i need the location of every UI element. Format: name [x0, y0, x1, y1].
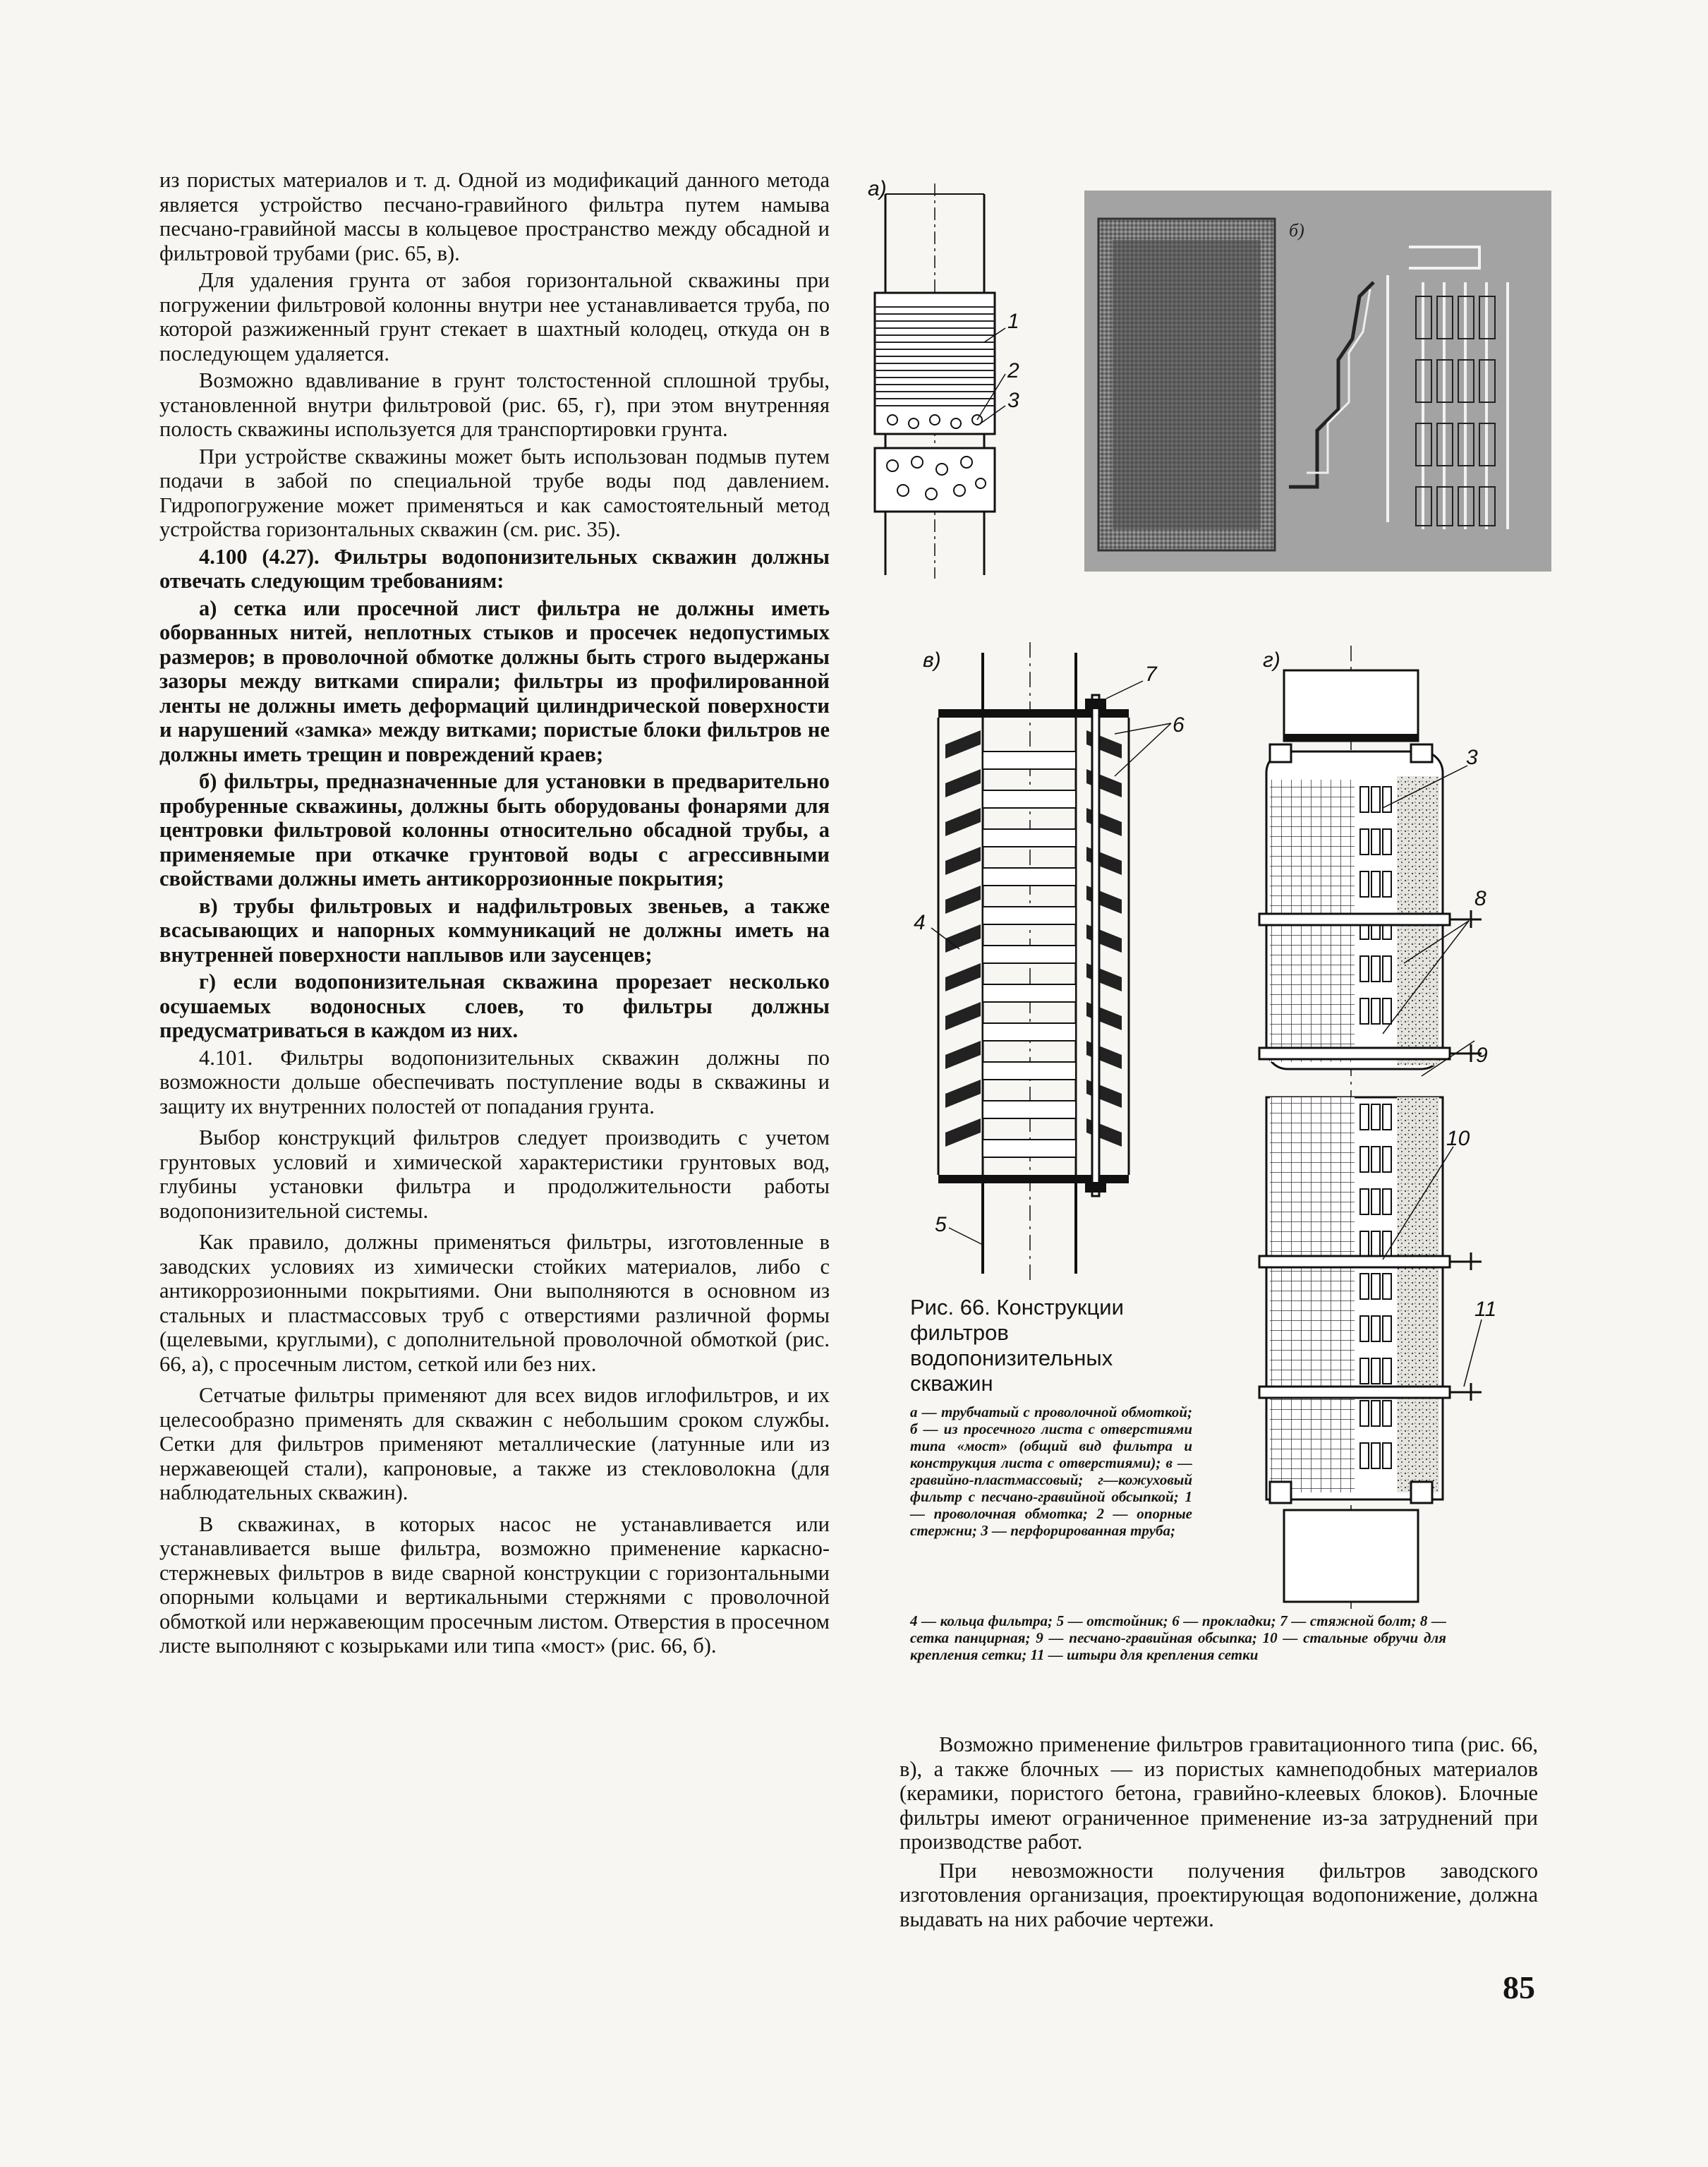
page-number: 85 — [1503, 1969, 1535, 2005]
callout-g11: 11 — [1474, 1298, 1497, 1321]
caption-legend: а — трубчатый с проволочной обмоткой; б — из просечного листа с отверстиями типа «мост» (общий вид фильтра и конструкция листа с отверстиями); в — гравийно-пластмассовый; г—кожуховый фильтр с песчано-гравийной обсыпкой; 1 — проволочная обмотка; 2 — опорные стержни; 3 — перфорированная труба; — [910, 1404, 1192, 1539]
paragraph: Выбор конструкций фильтров следует производить с учетом грунтовых условий и химической характеристики грунтовых вод, глубины установки фильтра и продолжительности работы водопонизительной системы. — [159, 1125, 830, 1223]
clause-item-a: а) сетка или просечной лист фильтра не должны иметь оборванных нитей, неплотных стыков и просечек недопустимых размеров; в проволочной обмотке должны быть строго выдержаны зазоры между витками спирали; фильтры из профилированной ленты не должны иметь деформаций цилиндрической поверхности и нарушений «замка» между витками; пористые блоки фильтров не должны иметь трещин и повреждений краев; — [159, 596, 830, 766]
callout-a2: 2 — [1007, 359, 1019, 382]
clause-4-101: 4.101. Фильтры водопонизительных скважин должны по возможности дольше обеспечивать поступление воды в скважины и защиту их внутренних полостей от попадания грунта. — [159, 1045, 830, 1118]
paragraph: Для удаления грунта от забоя горизонтальной скважины при погружении фильтровой колонны внутри нее устанавливается труба, по которой разжиженный грунт стекает в шахтный колодец, откуда он в последующем удаляется. — [159, 268, 830, 366]
caption-legend-continued: 4 — кольца фильтра; 5 — отстойник; 6 — прокладки; 7 — стяжной болт; 8 — сетка панцирная; 9 — песчано-гравийная обсыпка; 10 — стальные обручи для крепления сетки; 11 — штыри для крепления сетки — [910, 1612, 1446, 1663]
paragraph: При устройстве скважины может быть использован подмыв путем подачи в забой по специальной трубе воды под давлением. Гидропогружение может применяться и как самостоятельный метод устройства горизонтальных скважин (см. рис. 35). — [159, 444, 830, 541]
panel-label-v: в) — [923, 648, 941, 672]
paragraph: В скважинах, в которых насос не устанавливается или устанавливается выше фильтра, возможно применение каркасно-стержневых фильтров в виде сварной конструкции с горизонтальными опорными кольцами и вертикальными стержнями с проволочной обмоткой или нержавеющим просечным листом. Отверстия в просечном листе выполняют с козырьками или типа «мост» (рис. 66, б). — [159, 1511, 830, 1658]
callout-g8: 8 — [1474, 887, 1486, 910]
callout-v7: 7 — [1145, 663, 1157, 686]
callout-v6: 6 — [1173, 713, 1185, 737]
paragraph: Возможно вдавливание в грунт толстостенной сплошной трубы, установленной внутри фильтровой (рис. 65, г), при этом внутренняя полость скважины используется для транспортировки грунта. — [159, 368, 830, 441]
caption-title: Рис. 66. Конструкции фильтров водопонизительных скважин — [910, 1295, 1124, 1396]
left-column — [159, 168, 830, 1661]
panel-label-b: б) — [1289, 220, 1304, 241]
callout-g10: 10 — [1446, 1127, 1470, 1150]
callout-v5: 5 — [935, 1213, 947, 1236]
clause-item-g: г) если водопонизительная скважина прорезает несколько осушаемых водоносных слоев, то фильтры должны предусматриваться в каждом из них. — [159, 970, 830, 1042]
figure-66-g — [1242, 639, 1524, 1612]
panel-label-g: г) — [1263, 648, 1280, 672]
photo-image — [1084, 191, 1551, 572]
right-column — [900, 1732, 1538, 1936]
callout-g3: 3 — [1466, 746, 1478, 769]
clause-item-v: в) трубы фильтровых и надфильтровых звеньев, а также всасывающих и напорных коммуникаций не должны иметь на внутренней поверхности наплывов или заусенцев; — [159, 893, 830, 967]
callout-g9: 9 — [1476, 1044, 1488, 1067]
paragraph: Сетчатые фильтры применяют для всех видов иглофильтров, и их целесообразно применять для скважин с небольшим сроком службы. Сетки для фильтров применяют металлические (латунные или из нержавеющей стали), капроновые, а также из стекловолокна (для наблюдательных скважин). — [159, 1383, 830, 1504]
figure-66-a — [864, 177, 1026, 582]
callout-v4: 4 — [914, 911, 926, 934]
figure-66-b-photo — [1084, 191, 1551, 572]
panel-label-a: а) — [868, 177, 887, 200]
figure-caption — [910, 1295, 1192, 1539]
figure-66-v — [910, 639, 1206, 1288]
paragraph: Возможно применение фильтров гравитационного типа (рис. 66, в), а также блочных — из пористых камнеподобных материалов (керамики, пористого бетона, гравийно-клеевых блоков). Блочные фильтры имеют ограниченное применение из-за затруднений при производстве работ. — [900, 1732, 1538, 1854]
callout-a1: 1 — [1007, 310, 1019, 333]
clause-item-b: б) фильтры, предназначенные для установки в предварительно пробуренные скважины, должны быть оборудованы фонарями для центровки фильтровой колонны относительно обсадной трубы, а применяемые при откачке грунтовой воды с агрессивными свойствами должны иметь антикоррозионные покрытия; — [159, 769, 830, 891]
clause-4-100: 4.100 (4.27). Фильтры водопонизительных скважин должны отвечать следующим требованиям: — [159, 544, 830, 593]
callout-a3: 3 — [1007, 389, 1019, 412]
paragraph: Как правило, должны применяться фильтры, изготовленные в заводских условиях из химически стойких материалов, либо с антикоррозионными покрытиями. Они выполняются в основном из стальных и пластмассовых труб с отверстиями различной формы (щелевыми, круглыми), с дополнительной проволочной обмоткой (рис. 66, а), с просечным листом, сеткой или без них. — [159, 1230, 830, 1376]
paragraph: При невозможности получения фильтров заводского изготовления организация, проектирующая водопонижение, должна выдавать на них рабочие чертежи. — [900, 1858, 1538, 1931]
paragraph: из пористых материалов и т. д. Одной из модификаций данного метода является устройство песчано-гравийного фильтра путем намыва песчано-гравийной массы в кольцевое пространство между обсадной и фильтровой трубами (рис. 65, в). — [159, 168, 830, 265]
